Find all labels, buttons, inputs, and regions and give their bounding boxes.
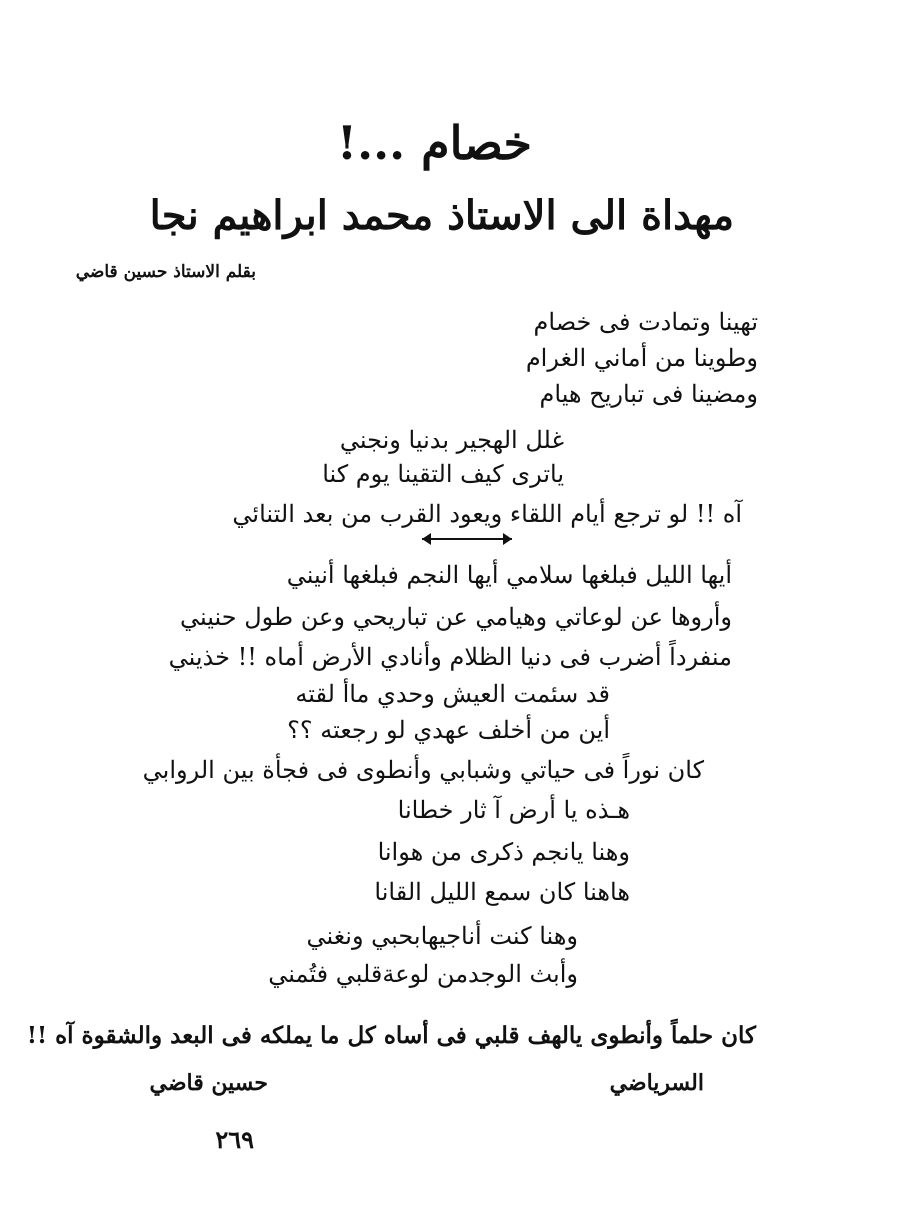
- verse-line: تهينا وتمادت فى خصام: [533, 308, 758, 336]
- verse-line: أين من أخلف عهدي لو رجعته ؟؟: [287, 716, 610, 744]
- ornamental-divider: [422, 533, 512, 545]
- author-signature: حسين قاضي: [149, 1070, 268, 1096]
- page-number: ٢٦٩: [215, 1125, 254, 1154]
- verse-line: قد سئمت العيش وحدي ماأ لقته: [295, 680, 610, 708]
- poem-title: خصام ...!: [336, 116, 532, 170]
- refrain-line: آه !! لو ترجع أيام اللقاء ويعود القرب من بعد التنائي: [232, 500, 742, 528]
- verse-line: غلل الهجير بدنيا ونجني: [339, 426, 564, 454]
- arrow-right-icon: [503, 533, 512, 545]
- verse-line: وأروها عن لوعاتي وهيامي عن تباريحي وعن طول حنيني: [180, 603, 732, 631]
- verse-line: وطوينا من أماني الغرام: [525, 344, 758, 372]
- signature-place: السرياضي: [609, 1070, 704, 1096]
- verse-line: منفرداً أضرب فى دنيا الظلام وأنادي الأرض أماه !! خذيني: [168, 643, 732, 671]
- author-byline: بقلم الاستاذ حسين قاضي: [75, 262, 256, 282]
- verse-line: ياترى كيف التقينا يوم كنا: [322, 460, 564, 488]
- closing-line: كان حلماً وأنطوى يالهف قلبي فى أساه كل ما يملكه فى البعد والشقوة آه !!: [26, 1022, 756, 1049]
- verse-line: أيها الليل فبلغها سلامي أيها النجم فبلغها أنيني: [286, 561, 732, 589]
- verse-line: هاهنا كان سمع الليل القانا: [374, 878, 630, 906]
- verse-line: وهنا كنت أناجيهابحبي ونغني: [306, 922, 578, 950]
- arrow-left-icon: [422, 533, 431, 545]
- verse-line: وأبث الوجدمن لوعةقلبي فتُمني: [268, 960, 578, 988]
- verse-line: ومضينا فى تباريح هيام: [539, 380, 758, 408]
- dedication-heading: مهداة الى الاستاذ محمد ابراهيم نجا: [149, 192, 734, 239]
- verse-line: هـذه يا أرض آ ثار خطانا: [397, 796, 630, 824]
- verse-line: كان نوراً فى حياتي وشبابي وأنطوى فى فجأة بين الروابي: [142, 756, 704, 784]
- verse-line: وهنا يانجم ذكرى من هوانا: [377, 838, 630, 866]
